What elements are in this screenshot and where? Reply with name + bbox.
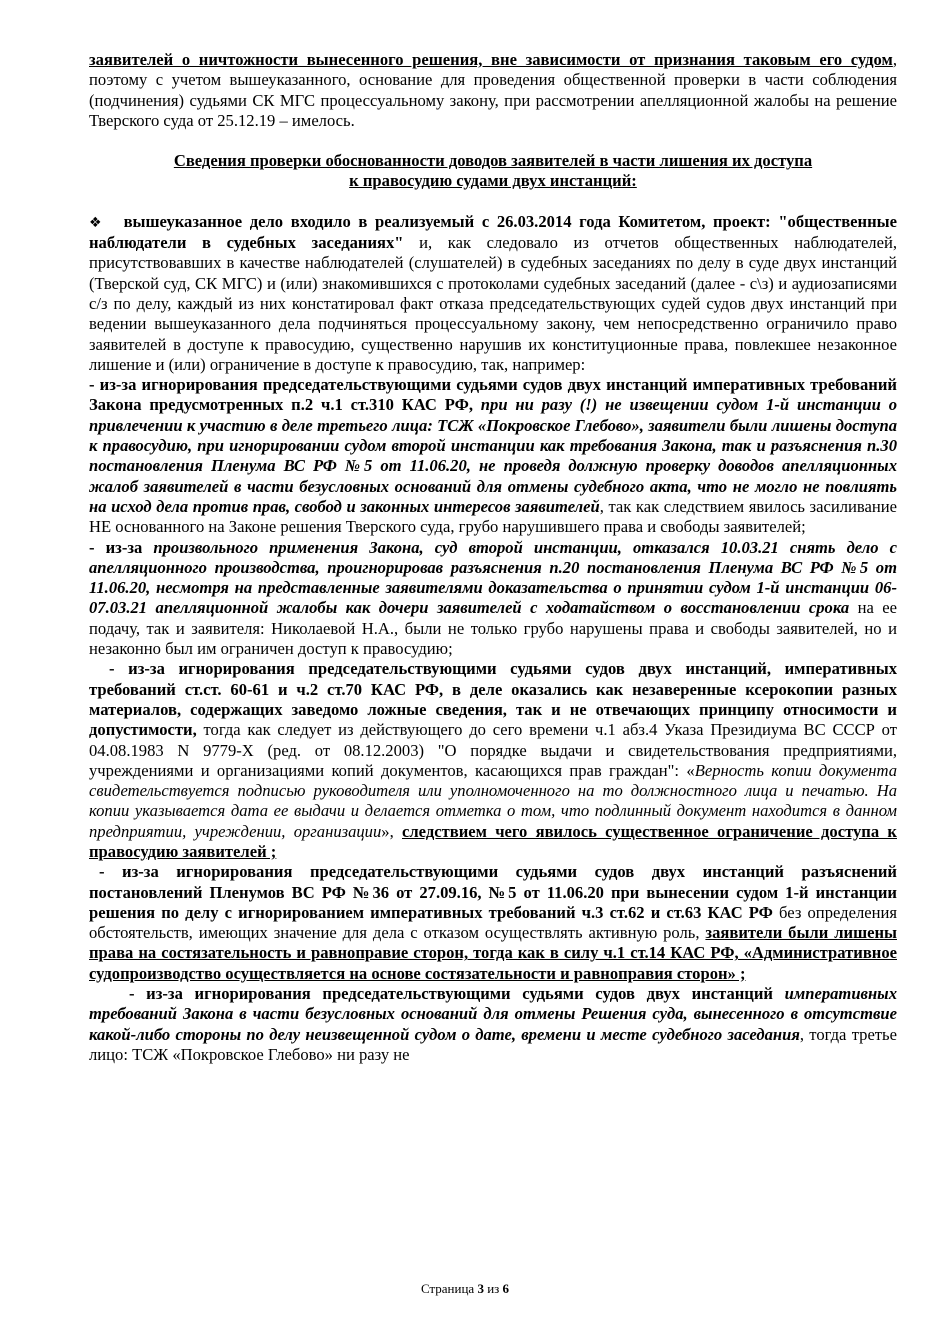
item2-bold: - из-за <box>89 537 154 557</box>
list-item-1 <box>89 375 897 537</box>
item4-text: без определения обстоятельств, имеющих значение для дела с отказом осуществлять активную роль, <box>89 902 897 943</box>
item4-bold: - из-за игнорирования председательствующими судьями судов двух инстанций разъяснений постановлений Пленумов ВС РФ №36 от 27.09.16, №5 от 11.06.20 при вынесении судом 1-й инстанции решения по делу с игнорированием императивных требований ч.3 ст.62 и ст.63 КАС РФ <box>89 862 897 922</box>
bullet-paragraph <box>89 212 897 375</box>
conclusion-text: , поэтому с учетом вышеуказанного, основание для проведения общественной проверки в части соблюдения (подчинения) судьями СК МГС процессуальному закону, при рассмотрении апелляционной жалобы на решение Тверского суда от 25.12.19 – имелось. <box>89 50 897 130</box>
item3-bold: - из-за игнорирования председательствующими судьями судов двух инстанций, императивных требований ст.ст. 60-61 и ч.2 ст.70 КАС РФ, в деле оказались как незаверенные ксерокопии разных материалов, содержащих заведомо ложные сведения, так и не отвечающих принципу относимости и допустимости, <box>89 659 897 740</box>
item3-text: тогда как следует из действующего до сего времени ч.1 абз.4 Указа Президиума ВС СССР от 04.08.1983 N 9779-X (ред. от 08.12.2003) "О порядке выдачи и свидетельствования предприятиями, учреждениями и организациями копий документов, касающихся прав граждан": « <box>89 720 897 780</box>
item5-text: , тогда третье лицо: ТСЖ «Покровское Глебово» ни разу не <box>89 1024 897 1064</box>
section-heading-line1: Сведения проверки обоснованности доводов заявителей в части лишения их доступа <box>173 151 813 171</box>
conclusion-emphasis: заявителей о ничтожности вынесенного решения, вне зависимости от признания таковым его судом <box>89 50 893 69</box>
footer-current-page: 3 <box>477 1281 484 1296</box>
footer-prefix: Страница <box>420 1281 478 1296</box>
item3-quote: Верность копии документа свидетельствуется подписью руководителя или уполномоченного на то должностного лица и печатью. На копии указывается дата ее выдачи и делается отметка о том, что подлинный документ находится в данном предприятии, учреждении, организации <box>89 760 897 841</box>
item5-bold: - из-за игнорирования председательствующими судьями судов двух инстанций <box>129 984 785 1004</box>
item5-bold-italic: императивных требований Закона в части безусловных оснований для отмены Решения суда, вынесенного в отсутствие какой-либо стороны по делу неизвещенной судом о дате, времени и месте судебного заседания <box>89 984 897 1044</box>
item2-text: на ее подачу, так и заявителя: Николаевой Н.А., были не только грубо нарушены права и свободы заявителей, но и незаконно был им ограничен доступ к правосудию; <box>89 598 897 659</box>
footer-total-pages: 6 <box>502 1281 510 1296</box>
item1-bold-italic: при ни разу (!) не извещении судом 1-й инстанции о привлечении к участию в деле третьего лица: ТСЖ «Покровское Глебово», заявители были лишены доступа к правосудию, при игнорировании судом второй инстанции как требования Закона, так и разъяснения п.30 постановления Пленума ВС РФ №5 от 11.06.20, не проведя должную проверку доводов апелляционных жалоб заявителей в части безусловных оснований для отмены судебного акта, что не могло не повлиять на исход дела против прав, свобод и законных интересов заявителей <box>89 395 897 516</box>
bullet-text: и, как следовало из отчетов общественных наблюдателей, присутствовавших в качестве наблюдателей (слушателей) в судебных заседаниях по делу в суде двух инстанций (Тверской суд, СК МГС) и (или) знакомившихся с протоколами судебных заседаний (далее - с\з) и аудиозаписями с/з по делу, каждый из них констатировал факт отказа председательствующих судей судов двух инстанций при ведении вышеуказанного дела подчиняться процессуальному закону, чем непосредственно ограничило право заявителей в доступе к правосудию, существенно нарушив их конституционные права, повлекшее незаконное лишение и (или) ограничение в доступе к правосудию, так, например: <box>89 233 897 374</box>
footer-middle: из <box>483 1281 503 1296</box>
section-heading-line2: к правосудию судами двух инстанций: <box>349 171 637 191</box>
list-item-2 <box>89 538 897 660</box>
list-item-5 <box>89 984 897 1065</box>
paragraph-conclusion <box>89 50 897 131</box>
item1-text: , так как следствием явилось засиливание НЕ основанного на Законе решения Тверского суда, грубо нарушившего права и свободы заявителей; <box>89 496 897 537</box>
document-page <box>89 50 897 1065</box>
item1-bold: - из-за игнорирования председательствующими судьями судов двух инстанций императивных требований Закона предусмотренных п.2 ч.1 ст.310 КАС РФ, <box>89 375 897 415</box>
bullet-emphasis: вышеуказанное дело входило в реализуемый с 26.03.2014 года Комитетом, проект: "общественные наблюдатели в судебных заседаниях" <box>89 211 897 253</box>
list-item-4 <box>89 862 897 984</box>
page-footer <box>0 1281 930 1297</box>
item3-quote-close: », <box>381 821 402 841</box>
bullet-diamond-icon: ❖ <box>89 214 102 231</box>
item3-consequence: следствием чего явилось существенное ограничение доступа к правосудию заявителей ; <box>89 821 897 861</box>
item4-consequence: заявители были лишены права на состязательность и равноправие сторон, тогда как в силу ч.1 ст.14 КАС РФ, «Административное судопроизводство осуществляется на основе состязательности и равноправия сторон» ; <box>89 923 897 983</box>
item2-bold-italic: произвольного применения Закона, суд второй инстанции, отказался 10.03.21 снять дело с апелляционного производства, проигнорировав разъяснения п.20 постановления Пленума ВС РФ №5 от 11.06.20, несмотря на представленные заявителями доказательства о принятии судом 1-й инстанции 06-07.03.21 апелляционной жалобы как дочери заявителей с ходатайством о восстановлении срока <box>89 537 897 618</box>
list-item-3 <box>89 659 897 862</box>
